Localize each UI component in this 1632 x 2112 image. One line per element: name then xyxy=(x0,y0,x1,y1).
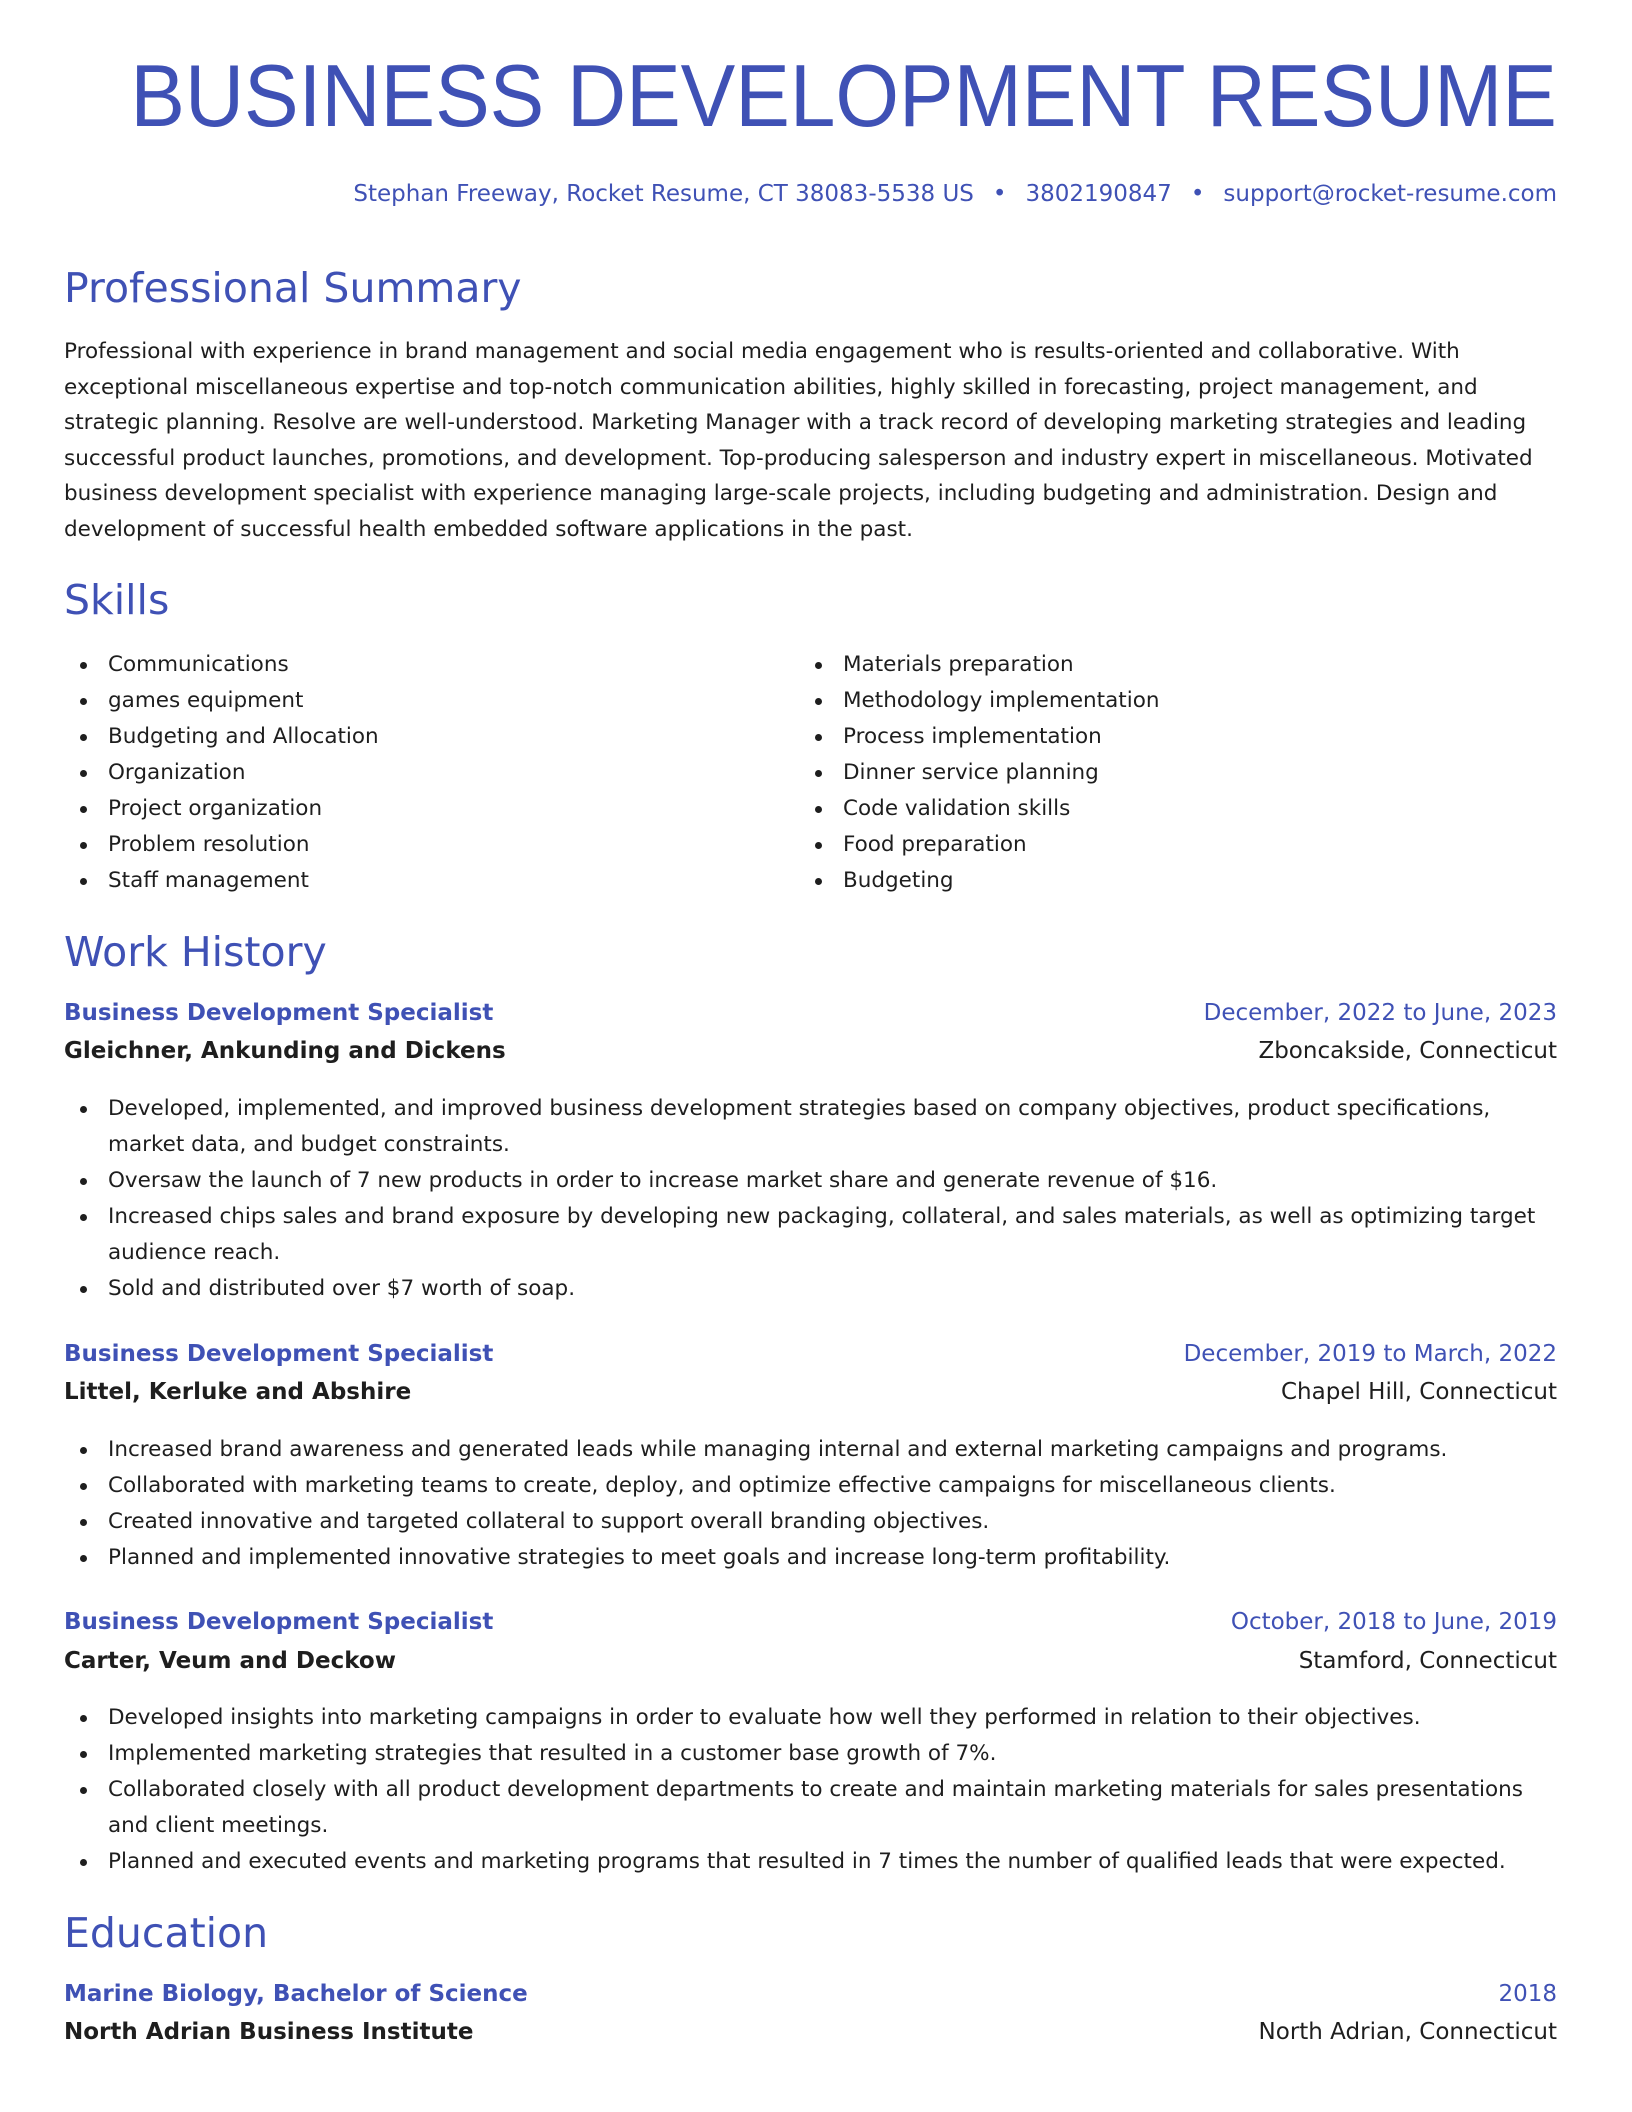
job-header xyxy=(64,1609,1557,1635)
job-bullet: Planned and implemented innovative strategies to meet goals and increase long-term profitability. xyxy=(64,1540,1557,1576)
contact-separator: • xyxy=(1190,181,1205,207)
job-bullet: Developed insights into marketing campaigns in order to evaluate how well they performed in relation to their objectives. xyxy=(64,1700,1557,1736)
skills-list-left xyxy=(64,647,379,899)
job-employer xyxy=(64,1379,1557,1405)
job-title: Business Development Specialist xyxy=(64,1609,494,1635)
skill-item: Budgeting xyxy=(799,863,1159,899)
skill-item: Staff management xyxy=(64,863,379,899)
job-header xyxy=(64,1000,1557,1026)
job-bullet: Collaborated with marketing teams to create, deploy, and optimize effective campaigns for miscellaneous clients. xyxy=(64,1468,1557,1504)
skills-list-right xyxy=(799,647,1159,899)
education-heading: Education xyxy=(64,1909,269,1957)
education-school-row xyxy=(64,2019,1557,2045)
job-bullet: Developed, implemented, and improved business development strategies based on company objectives, product specifications, market data, and budget constraints. xyxy=(64,1091,1557,1163)
skill-item: Organization xyxy=(64,755,379,791)
job-bullet: Collaborated closely with all product development departments to create and maintain marketing materials for sales presentations and client meetings. xyxy=(64,1772,1557,1844)
education-location: North Adrian, Connecticut xyxy=(1258,2019,1557,2045)
education-header xyxy=(64,1981,1557,2007)
skills-heading: Skills xyxy=(64,576,170,624)
education-year: 2018 xyxy=(1498,1981,1557,2007)
education-degree: Marine Biology, Bachelor of Science xyxy=(64,1981,528,2007)
contact-address: Stephan Freeway, Rocket Resume, CT 38083-5538 US xyxy=(353,181,974,207)
job-dates: October, 2018 to June, 2019 xyxy=(1230,1609,1557,1635)
resume-title: BUSINESS DEVELOPMENT RESUME xyxy=(130,46,1557,145)
summary-heading: Professional Summary xyxy=(64,264,522,312)
contact-email: support@rocket-resume.com xyxy=(1223,181,1557,207)
job-company: Gleichner, Ankunding and Dickens xyxy=(64,1038,506,1064)
skill-item: Materials preparation xyxy=(799,647,1159,683)
job-title: Business Development Specialist xyxy=(64,1341,494,1367)
skill-item: Problem resolution xyxy=(64,827,379,863)
skill-item: Process implementation xyxy=(799,719,1159,755)
job-bullet: Increased chips sales and brand exposure by developing new packaging, collateral, and sales materials, as well as optimizing target audience reach. xyxy=(64,1199,1557,1271)
work-history-heading: Work History xyxy=(64,928,327,976)
job-bullets xyxy=(64,1091,1557,1307)
job-header xyxy=(64,1341,1557,1367)
job-location: Zboncakside, Connecticut xyxy=(1258,1038,1557,1064)
skill-item: Budgeting and Allocation xyxy=(64,719,379,755)
job-bullet: Sold and distributed over $7 worth of soap. xyxy=(64,1271,1557,1307)
job-company: Littel, Kerluke and Abshire xyxy=(64,1379,412,1405)
summary-text: Professional with experience in brand management and social media engagement who is results-oriented and collaborative. With exceptional miscellaneous expertise and top-notch communication abilities, highly skilled in forecasting, project management, and strategic planning. Resolve are well-understood. Marketing Manager with a track record of developing marketing strategies and leading successful product launches, promotions, and development. Top-producing salesperson and industry expert in miscellaneous. Motivated business development specialist with experience managing large-scale projects, including budgeting and administration. Design and development of successful health embedded software applications in the past. xyxy=(64,339,1533,542)
contact-line xyxy=(353,181,1557,207)
job-employer xyxy=(64,1648,1557,1674)
skill-item: games equipment xyxy=(64,683,379,719)
job-bullet: Implemented marketing strategies that resulted in a customer base growth of 7%. xyxy=(64,1736,1557,1772)
skill-item: Project organization xyxy=(64,791,379,827)
skill-item: Code validation skills xyxy=(799,791,1159,827)
education-school: North Adrian Business Institute xyxy=(64,2019,474,2045)
job-location: Stamford, Connecticut xyxy=(1298,1648,1557,1674)
skill-item: Dinner service planning xyxy=(799,755,1159,791)
skill-item: Communications xyxy=(64,647,379,683)
job-employer xyxy=(64,1038,1557,1064)
job-company: Carter, Veum and Deckow xyxy=(64,1648,396,1674)
job-bullet: Planned and executed events and marketing programs that resulted in 7 times the number of qualified leads that were expected. xyxy=(64,1844,1557,1880)
skill-item: Methodology implementation xyxy=(799,683,1159,719)
job-bullet: Oversaw the launch of 7 new products in order to increase market share and generate revenue of $16. xyxy=(64,1163,1557,1199)
job-dates: December, 2022 to June, 2023 xyxy=(1203,1000,1557,1026)
contact-separator: • xyxy=(992,181,1007,207)
job-title: Business Development Specialist xyxy=(64,1000,494,1026)
contact-phone: 3802190847 xyxy=(1025,181,1172,207)
job-location: Chapel Hill, Connecticut xyxy=(1281,1379,1557,1405)
skill-item: Food preparation xyxy=(799,827,1159,863)
job-bullet: Increased brand awareness and generated leads while managing internal and external marketing campaigns and programs. xyxy=(64,1432,1557,1468)
job-bullets xyxy=(64,1700,1557,1880)
job-bullet: Created innovative and targeted collateral to support overall branding objectives. xyxy=(64,1504,1557,1540)
job-bullets xyxy=(64,1432,1557,1576)
job-dates: December, 2019 to March, 2022 xyxy=(1183,1341,1557,1367)
